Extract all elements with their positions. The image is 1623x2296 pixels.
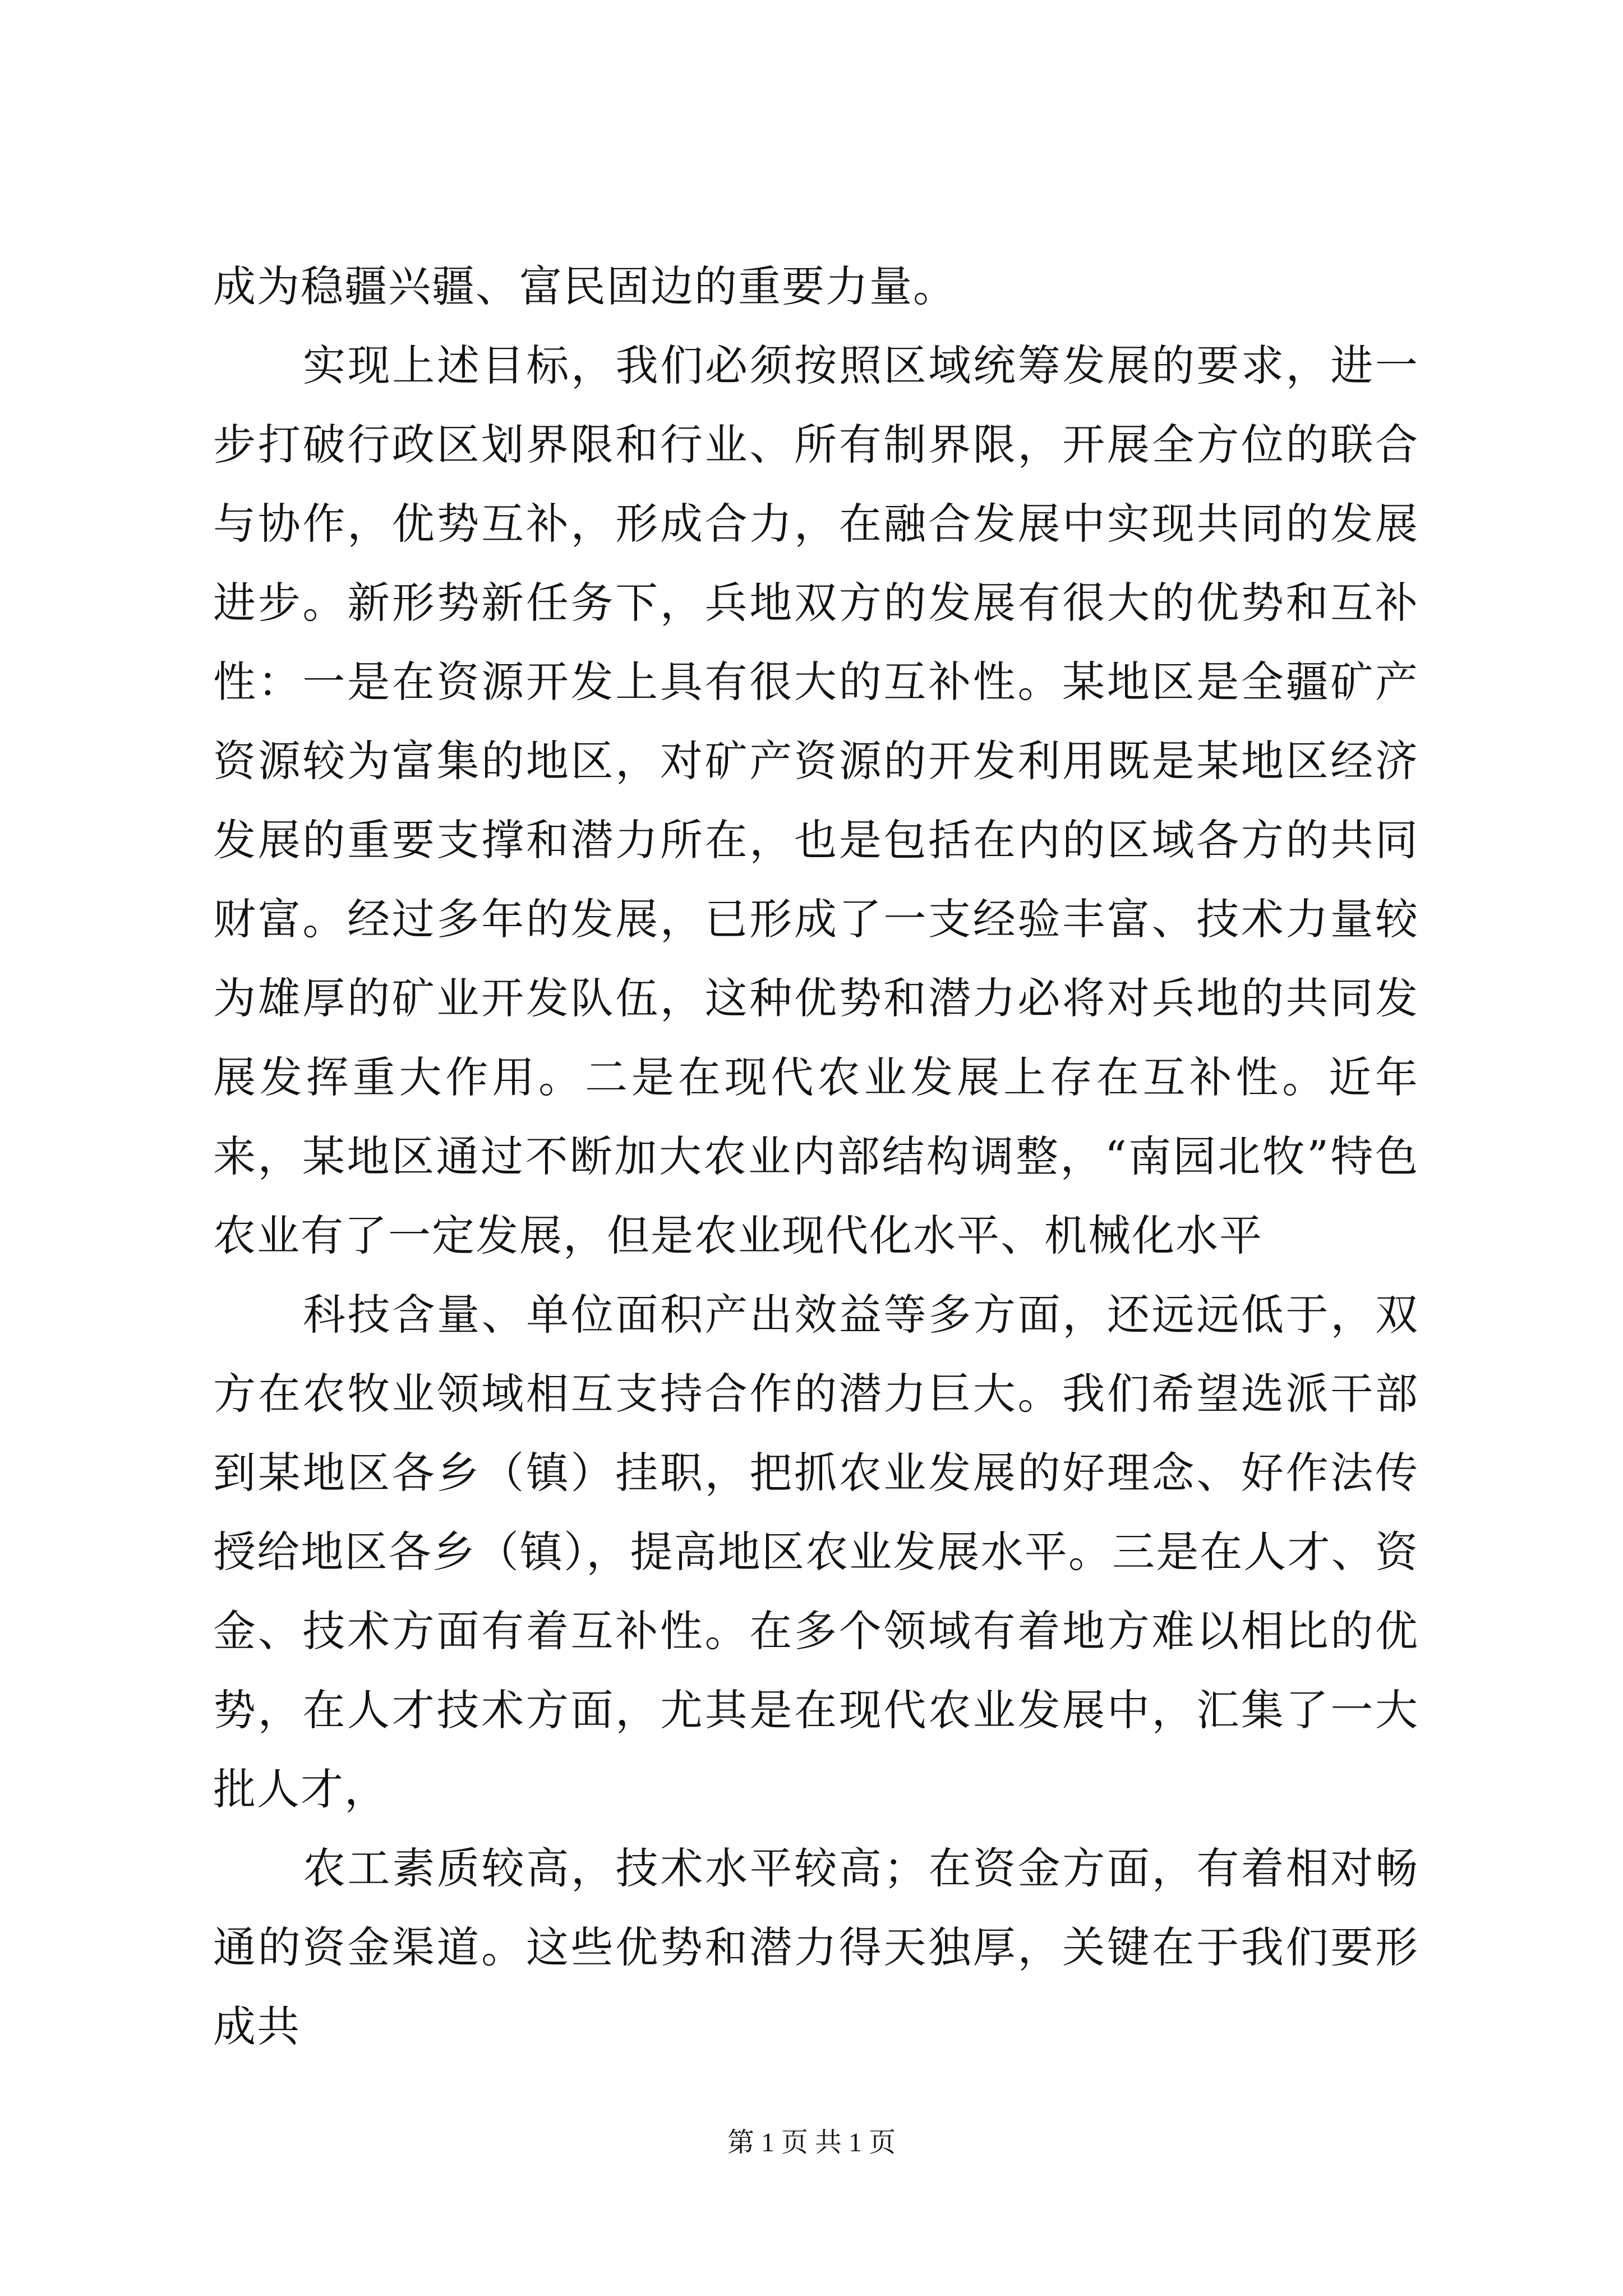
paragraph-1: 成为稳疆兴疆、富民固边的重要力量。 [213,261,957,311]
paragraph-2: 实现上述目标，我们必须按照区域统筹发展的要求，进一步打破行政区划界限和行业、所有制界限，开展全方位的联合与协作，优势互补，形成合力，在融合发展中实现共同的发展进步。新形势新任务下，兵地双方的发展有很大的优势和互补性：一是在资源开发上具有很大的互补性。某地区是全疆矿产资源较为富集的地区，对矿产资源的开发利用既是某地区经济发展的重要支撑和潜力所在，也是包括在内的区域各方的共同财富。经过多年的发展，已形成了一支经验丰富、技术力量较为雄厚的矿业开发队伍，这种优势和潜力必将对兵地的共同发展发挥重大作用。二是在现代农业发展上存在互补性。近年来，某地区通过不断加大农业内部结构调整，“南园北牧”特色农业有了一定发展，但是农业现代化水平、机械化水平 [213,341,1419,1260]
paragraph-3: 科技含量、单位面积产出效益等多方面，还远远低于，双方在农牧业领域相互支持合作的潜力巨大。我们希望选派干部到某地区各乡（镇）挂职，把抓农业发展的好理念、好作法传授给地区各乡（镇），提高地区农业发展水平。三是在人才、资金、技术方面有着互补性。在多个领域有着地方难以相比的优势，在人才技术方面，尤其是在现代农业发展中，汇集了一大批人才， [213,1290,1419,1814]
page-footer: 第 1 页 共 1 页 [727,2128,896,2157]
document-body [213,247,1419,2066]
paragraph-4: 农工素质较高，技术水平较高；在资金方面，有着相对畅通的资金渠道。这些优势和潜力得天独厚，关键在于我们要形成共 [213,1843,1419,2051]
